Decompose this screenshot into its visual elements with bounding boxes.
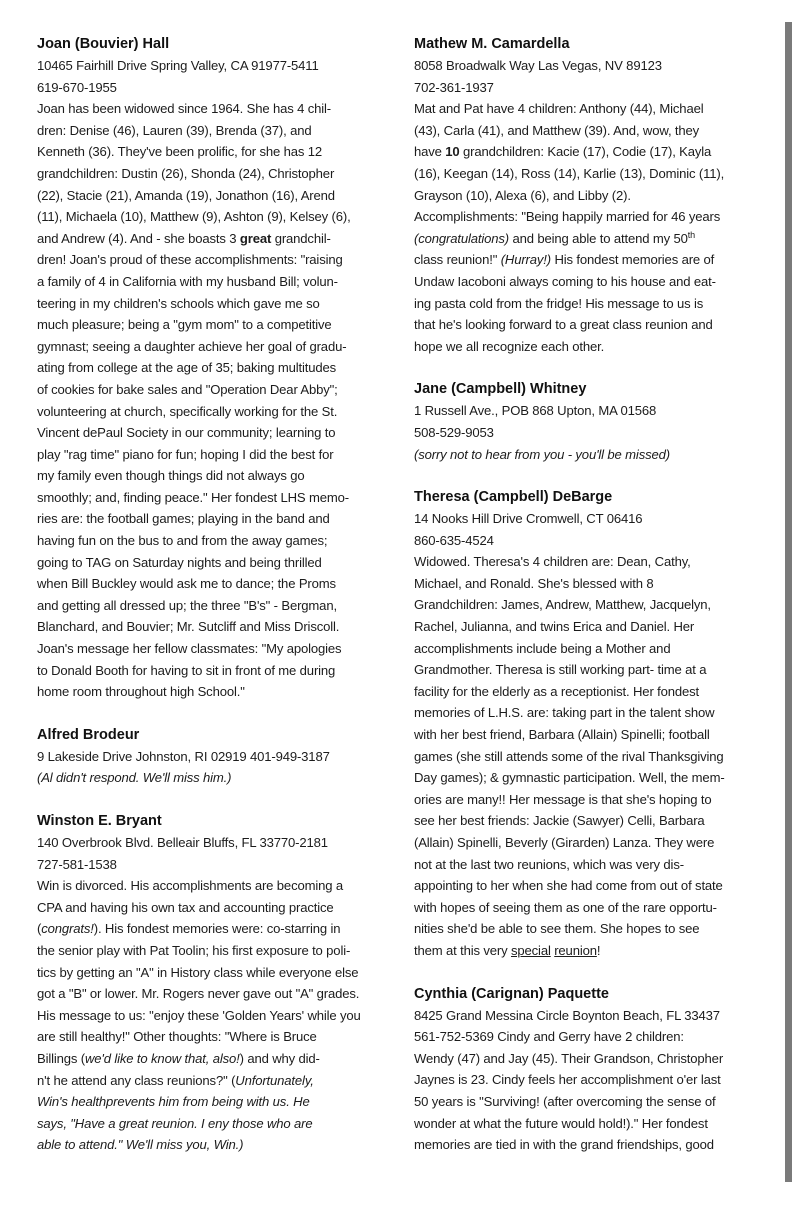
text-run: able to attend." We'll miss you, Win.): [37, 1137, 244, 1153]
entry-text-line: home room throughout high School.": [37, 684, 245, 700]
text-run: Unfortunately,: [235, 1072, 314, 1088]
entry-text-line: [37, 1113, 382, 1135]
text-run: (Hurray!): [500, 252, 551, 268]
entry-text-line: going to TAG on Saturday nights and being thrilled: [37, 554, 322, 570]
entry-text-line: (43), Carla (41), and Matthew (39). And, wow, they: [414, 122, 700, 138]
entry-text-line: are still healthy!" Other thoughts: "Where is Bruce: [37, 1029, 317, 1045]
entry-mathew-m-camardella: [414, 34, 764, 357]
entry-text-line: Wendy (47) and Jay (45). Their Grandson, Christopher: [414, 1050, 724, 1066]
entry-text-line: Blanchard, and Bouvier; Mr. Sutcliff and Miss Driscoll.: [37, 619, 340, 635]
text-run: class reunion!": [414, 252, 501, 268]
text-run: reunion: [554, 942, 597, 958]
text-run: have: [414, 144, 446, 160]
entry-text-line: Grayson (10), Alexa (6), and Libby (2).: [414, 187, 631, 203]
entry-text-line: having fun on the bus to and from the away games;: [37, 533, 328, 549]
entry-text-line: dren! Joan's proud of these accomplishments: "raising: [37, 252, 343, 268]
entry-text-line: [414, 940, 764, 962]
entry-text-line: [37, 1048, 382, 1070]
text-run: (Al didn't respond. We'll miss him.): [37, 770, 232, 786]
entry-text-line: accomplishments include being a Mother and: [414, 640, 671, 656]
entry-text-line: teering in my children's schools which gave me so: [37, 295, 320, 311]
entry-text-line: [37, 1070, 382, 1092]
text-run: His fondest memories are of: [550, 252, 715, 268]
entry-text-line: 561-752-5369 Cindy and Gerry have 2 children:: [414, 1029, 684, 1045]
entry-text-line: memories are tied in with the grand friendships, good: [414, 1137, 714, 1153]
entry-text-line: Kenneth (36). They've been prolific, for she has 12: [37, 144, 323, 160]
text-run: ). His fondest memories were: co-starring in: [93, 921, 341, 937]
entry-name: Cynthia (Carignan) Paquette: [414, 985, 609, 1002]
entry-text-line: Accomplishments: "Being happily married for 46 years: [414, 209, 721, 225]
entry-text-line: of cookies for bake sales and "Operation Dear Abby";: [37, 381, 338, 397]
entry-text-line: Day games); & gymnastic participation. Well, the mem-: [414, 770, 725, 786]
entry-text-line: [414, 141, 764, 163]
entry-text-line: Mat and Pat have 4 children: Anthony (44), Michael: [414, 101, 704, 117]
entry-text-line: nities she'd be able to see them. She hopes to see: [414, 921, 700, 937]
entry-text-line: grandchildren: Dustin (26), Shonda (24), Christopher: [37, 165, 335, 181]
entry-text-line: got a "B" or lower. Mr. Rogers never gave out "A" grades.: [37, 986, 360, 1002]
text-run: we'd like to know that, also!: [84, 1050, 240, 1066]
entry-text-line: appointing to her when she had come from out of state: [414, 878, 723, 894]
entry-text-line: my family even though things did not always go: [37, 468, 305, 484]
entry-text-line: memories of L.H.S. are: taking part in the talent show: [414, 705, 715, 721]
entry-text-line: wonder at what the future would hold!)." Her fondest: [414, 1115, 708, 1131]
entry-name: Theresa (Campbell) DeBarge: [414, 489, 613, 506]
entry-text-line: Joan's message her fellow classmates: "My apologies: [37, 641, 342, 657]
entry-text-line: 860-635-4524: [414, 532, 494, 548]
entry-name: Winston E. Bryant: [37, 813, 162, 829]
entry-text-line: [37, 767, 382, 789]
entry-text-line: 9 Lakeside Drive Johnston, RI 02919 401-949-3187: [37, 748, 330, 764]
entry-text-line: ing pasta cold from the fridge! His message to us is: [414, 295, 704, 311]
entry-text-line: [37, 1134, 382, 1156]
entry-text-line: 702-361-1937: [414, 79, 494, 95]
entry-theresa-campbell-debarge: [414, 487, 764, 961]
entry-text-line: much pleasure; being a "gym mom" to a competitive: [37, 317, 332, 333]
entry-text-line: (11), Michaela (10), Matthew (9), Ashton (9), Kelsey (6),: [37, 209, 351, 225]
entry-text-line: 1 Russell Ave., POB 868 Upton, MA 01568: [414, 403, 657, 419]
entry-text-line: 140 Overbrook Blvd. Belleair Bluffs, FL 33770-2181: [37, 835, 328, 850]
entry-text-line: play "rag time" piano for fun; hoping I did the best for: [37, 446, 334, 462]
text-run: says, "Have a great reunion. I eny those who are: [37, 1115, 313, 1131]
entry-text-line: ries are: the football games; playing in the band and: [37, 511, 330, 527]
entry-text-line: CPA and having his own tax and accounting practice: [37, 899, 334, 915]
entry-text-line: Michael, and Ronald. She's blessed with 8: [414, 575, 654, 591]
text-run: grandchil-: [271, 230, 331, 246]
entry-text-line: Grandmother. Theresa is still working part- time at a: [414, 662, 707, 678]
entry-text-line: ories are many!! Her message is that she's hoping to: [414, 791, 712, 807]
entry-name: Joan (Bouvier) Hall: [37, 36, 170, 52]
entry-text-line: [414, 249, 764, 271]
entry-text-line: a family of 4 in California with my husband Bill; volun-: [37, 273, 338, 289]
entry-jane-campbell-whitney: [414, 379, 764, 465]
entry-text-line: with hopes of seeing them as one of the rare opportu-: [414, 899, 717, 915]
entry-text-line: 10465 Fairhill Drive Spring Valley, CA 91977-5411: [37, 58, 319, 73]
entry-text-line: [37, 228, 382, 250]
entry-joan-bouvier-hall: [37, 34, 382, 703]
entry-text-line: 14 Nooks Hill Drive Cromwell, CT 06416: [414, 511, 643, 527]
entry-text-line: 8058 Broadwalk Way Las Vegas, NV 89123: [414, 58, 662, 73]
entry-text-line: Jaynes is 23. Cindy feels her accomplishment o'er last: [414, 1072, 721, 1088]
text-run: th: [687, 229, 696, 240]
entry-text-line: Win is divorced. His accomplishments are becoming a: [37, 878, 343, 894]
entry-text-line: 727-581-1538: [37, 856, 117, 872]
entry-text-line: when Bill Buckley would ask me to dance; the Proms: [37, 576, 336, 592]
text-run: ) and why did-: [239, 1050, 320, 1066]
entry-text-line: [37, 1091, 382, 1113]
text-run: 10: [445, 144, 460, 160]
entry-text-line: (Allain) Spinelli, Beverly (Girarden) Lanza. They were: [414, 835, 715, 850]
text-run: congrats!: [41, 921, 94, 937]
entry-text-line: gymnast; seeing a daughter achieve her goal of gradu-: [37, 338, 347, 354]
text-run: great: [239, 230, 272, 246]
entry-text-line: dren: Denise (46), Lauren (39), Brenda (37), and: [37, 122, 312, 138]
entry-text-line: Rachel, Julianna, and twins Erica and Daniel. Her: [414, 619, 695, 635]
entry-text-line: smoothly; and, finding peace." Her fondest LHS memo-: [37, 489, 349, 505]
entry-text-line: tics by getting an "A" in History class while everyone else: [37, 964, 359, 980]
entry-text-line: not at the last two reunions, which was very dis-: [414, 856, 684, 872]
entry-text-line: 50 years is "Surviving! (after overcoming the sense of: [414, 1093, 716, 1109]
text-run: !: [596, 942, 601, 958]
text-run: and Andrew (4). And - she boasts 3: [37, 230, 240, 246]
entry-name: Mathew M. Camardella: [414, 36, 570, 52]
text-run: special: [511, 942, 551, 958]
entry-name: Alfred Brodeur: [37, 726, 140, 743]
entry-text-line: His message to us: "enjoy these 'Golden Years' while you: [37, 1007, 361, 1023]
entry-text-line: hope we all recognize each other.: [414, 338, 605, 354]
entry-name: Jane (Campbell) Whitney: [414, 381, 587, 398]
text-run: (congratulations): [414, 230, 509, 246]
entry-text-line: see her best friends: Jackie (Sawyer) Celli, Barbara: [414, 813, 705, 829]
entry-text-line: to Donald Booth for having to sit in front of me during: [37, 662, 336, 678]
entry-winston-e-bryant: [37, 811, 382, 1156]
entry-text-line: Grandchildren: James, Andrew, Matthew, Jacquelyn,: [414, 597, 711, 613]
entry-text-line: 619-670-1955: [37, 79, 117, 95]
entry-text-line: facility for the elderly as a receptionist. Her fondest: [414, 683, 700, 699]
entry-text-line: [414, 228, 764, 250]
entry-text-line: games (she still attends some of the rival Thanksgiving: [414, 748, 724, 764]
entry-text-line: 8425 Grand Messina Circle Boynton Beach, FL 33437: [414, 1007, 720, 1023]
entry-text-line: the senior play with Pat Toolin; his first exposure to poli-: [37, 942, 351, 958]
entry-text-line: Undaw Iacoboni always coming to his house and eat-: [414, 273, 716, 289]
text-run: (: [37, 921, 42, 937]
entry-text-line: that he's looking forward to a great class reunion and: [414, 317, 713, 333]
entry-text-line: volunteering at church, specifically working for the St.: [37, 403, 338, 419]
text-run: Billings (: [37, 1050, 85, 1066]
entry-text-line: [414, 444, 764, 466]
text-run: grandchildren: Kacie (17), Codie (17), Kayla: [459, 144, 712, 160]
text-run: them at this very: [414, 942, 511, 958]
text-run: and being able to attend my 50: [508, 230, 688, 246]
entry-alfred-brodeur: [37, 725, 382, 789]
entry-text-line: with her best friend, Barbara (Allain) Spinelli; football: [414, 727, 710, 743]
entry-text-line: [37, 918, 382, 940]
text-run: (sorry not to hear from you - you'll be missed): [414, 446, 670, 462]
entry-text-line: (22), Stacie (21), Amanda (19), Jonathon (16), Arend: [37, 187, 335, 203]
entry-text-line: (16), Keegan (14), Ross (14), Karlie (13), Dominic (11),: [414, 165, 725, 181]
right-column: [414, 34, 764, 1178]
entry-text-line: 508-529-9053: [414, 424, 494, 440]
entry-text-line: Vincent dePaul Society in our community; learning to: [37, 425, 336, 441]
entry-cynthia-carignan-paquette: [414, 984, 764, 1156]
left-column: [37, 34, 382, 1178]
text-run: n't he attend any class reunions?" (: [37, 1072, 236, 1088]
page-edge-bar: [785, 22, 792, 1182]
entry-text-line: Widowed. Theresa's 4 children are: Dean, Cathy,: [414, 554, 691, 570]
entry-text-line: ating from college at the age of 35; baking multitudes: [37, 360, 337, 376]
entry-text-line: and getting all dressed up; the three "B's" - Bergman,: [37, 597, 337, 613]
entry-text-line: Joan has been widowed since 1964. She has 4 chil-: [37, 101, 332, 117]
text-run: Win's healthprevents him from being with us. He: [37, 1094, 310, 1110]
